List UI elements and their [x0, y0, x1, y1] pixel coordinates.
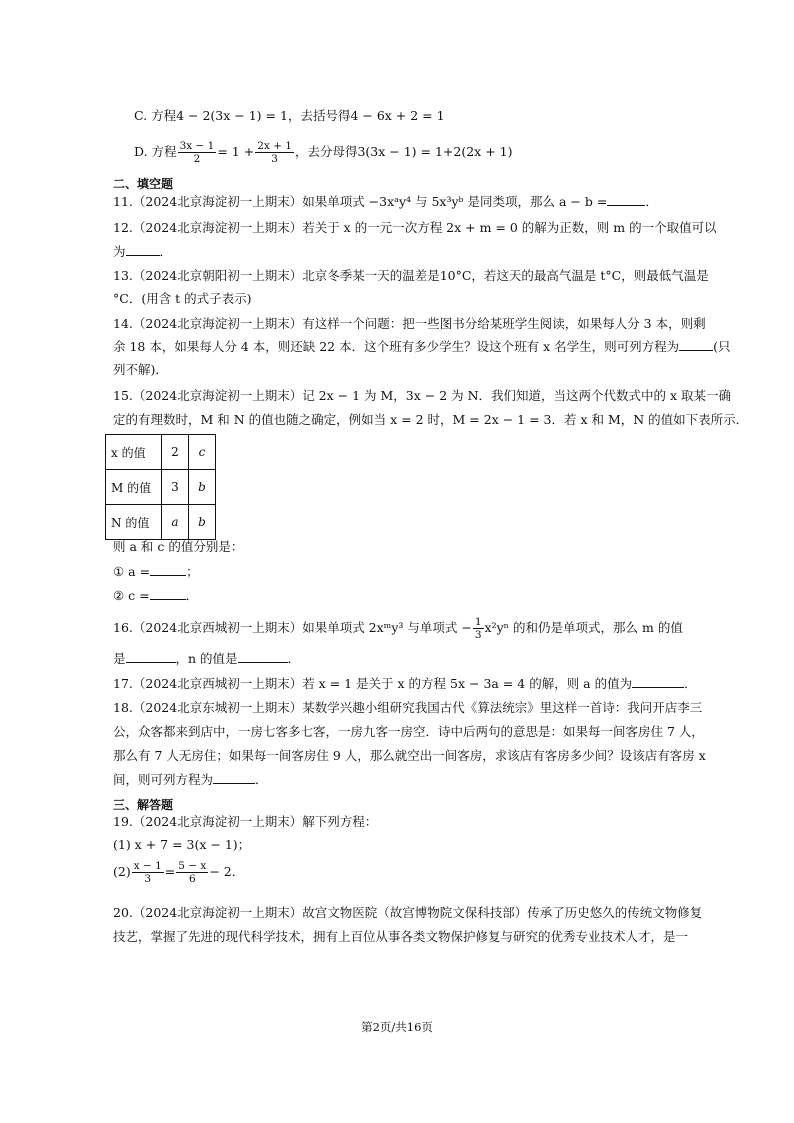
table-cell: M 的值: [106, 470, 162, 505]
answer-blank: [632, 675, 684, 688]
question-14-cont2: 列不解)．: [113, 362, 168, 377]
text: =: [164, 864, 176, 879]
table-cell: c: [189, 435, 216, 470]
page-footer: 第2页/共16页: [361, 1020, 433, 1034]
option-d: [134, 138, 512, 166]
question-16: [113, 614, 683, 642]
question-17: [113, 674, 697, 694]
text: − 2．: [209, 864, 245, 879]
question-text: 间，则可列方程为: [113, 772, 214, 787]
table-row: [106, 505, 216, 540]
fraction: [473, 616, 484, 641]
text: 方程: [151, 108, 177, 123]
denominator: 2: [193, 153, 201, 165]
question-19-part-1: (1) x + 7 = 3(x − 1)；: [113, 837, 251, 852]
numerator: 5 − x: [178, 860, 207, 872]
punct: ．: [185, 588, 199, 603]
answer-blank: [126, 243, 160, 256]
value-table: [105, 434, 216, 540]
question-12-cont: [113, 242, 172, 262]
option-c: [134, 106, 445, 126]
question-text: 是: [113, 651, 126, 666]
text: ，去括号得: [287, 108, 351, 123]
text: (只: [713, 339, 731, 354]
question-15: 15.（2024北京海淀初一上期末）记 2x − 1 为 M，3x − 2 为 N．我们知道，当这两个代数式中的 x 取某一确: [113, 388, 732, 403]
question-text: 17.（2024北京西城初一上期末）若 x = 1 是关于 x 的方程 5x − 3a = 4 的解，则 a 的值为: [113, 676, 633, 691]
question-14: 14.（2024北京海淀初一上期末）有这样一个问题：把一些图书分给某班学生阅读，如果每人分 3 本，则剩: [113, 316, 706, 331]
question-20-cont: 技艺，掌握了先进的现代科学技术，拥有上百位从事各类文物保护修复与研究的优秀专业技术人才，是一: [113, 929, 689, 944]
table-cell: b: [189, 470, 216, 505]
denominator: 3: [271, 153, 278, 165]
table-cell: N 的值: [106, 505, 162, 540]
question-text: ① a =: [113, 564, 151, 579]
table-row: [106, 470, 216, 505]
punct: ．: [287, 651, 301, 666]
question-13-cont: °C．(用含 t 的式子表示): [113, 291, 252, 306]
denominator: 3: [144, 873, 152, 885]
table-cell: a: [162, 505, 189, 540]
question-text: (2): [113, 864, 131, 879]
table-row: [106, 435, 216, 470]
question-text: 余 18 本，如果每人分 4 本，则还缺 22 本．这个班有多少学生？设这个班有 x 名学生，则可列方程为: [113, 339, 680, 354]
punct: ．: [684, 676, 697, 691]
option-label: D.: [134, 144, 148, 159]
option-label: C.: [134, 108, 148, 123]
section-heading-solve: 三、解答题: [113, 798, 174, 812]
question-15-c: [113, 586, 198, 606]
numerator: 3x − 1: [179, 140, 215, 152]
answer-blank: [679, 338, 713, 351]
equation: 3(3x − 1) = 1+2(2x + 1): [357, 144, 513, 159]
answer-blank: [126, 650, 176, 663]
fraction: [255, 140, 294, 165]
equation: 4 − 6x + 2 = 1: [350, 108, 445, 123]
numerator: 2x + 1: [257, 140, 292, 152]
section-heading-fill-blank: 二、填空题: [113, 177, 174, 191]
question-18-cont3: [113, 770, 268, 790]
question-15-a: [113, 562, 199, 582]
denominator: 6: [188, 873, 196, 885]
question-15-cont: 定的有理数时，M 和 N 的值也随之确定，例如当 x = 2 时，M = 2x − 1 = 3．若 x 和 M，N 的值如下表所示．: [113, 412, 749, 427]
fraction: [178, 140, 217, 165]
question-13: 13.（2024北京朝阳初一上期末）北京冬季某一天的温差是10°C，若这天的最高气温是 t°C，则最低气温是: [113, 268, 709, 283]
numerator: 1: [474, 616, 482, 628]
text: ，去分母得: [294, 144, 358, 159]
question-text: x²yⁿ 的和仍是单项式，那么 m 的值: [484, 620, 683, 635]
question-text: 为: [113, 244, 126, 259]
question-text: ② c =: [113, 588, 150, 603]
question-19-part-2: [113, 858, 244, 886]
text: = 1 +: [217, 144, 255, 159]
fraction: [176, 860, 208, 885]
question-text: 16.（2024北京西城初一上期末）如果单项式 2xᵐy³ 与单项式 −: [113, 620, 472, 635]
table-cell: b: [189, 505, 216, 540]
punct: ；: [186, 564, 199, 579]
punct: ．: [645, 194, 658, 209]
numerator: x − 1: [133, 860, 162, 872]
question-18-cont: 公，众客都来到店中，一房七客多七客，一房九客一房空．诗中后两句的意思是：如果每一间客房住 7 人，: [113, 724, 704, 739]
question-15-prompt: 则 a 和 c 的值分别是：: [113, 539, 244, 554]
answer-blank: [150, 563, 186, 576]
table-cell: 2: [162, 435, 189, 470]
question-19: 19.（2024北京海淀初一上期末）解下列方程：: [113, 814, 378, 829]
fraction: [132, 860, 164, 885]
question-18: 18.（2024北京东城初一上期末）某数学兴趣小组研究我国古代《算法统宗》里这样一首诗：我问开店李三: [113, 700, 703, 715]
table-cell: x 的值: [106, 435, 162, 470]
punct: ．: [159, 244, 173, 259]
question-text: ，n 的值是: [175, 651, 238, 666]
question-12: 12.（2024北京海淀初一上期末）若关于 x 的一元一次方程 2x + m = 0 的解为正数，则 m 的一个取值可以: [113, 220, 717, 235]
question-16-cont: [113, 649, 300, 669]
answer-blank: [150, 587, 186, 600]
answer-blank: [213, 771, 255, 784]
question-14-cont: [113, 337, 731, 357]
table-cell: 3: [162, 470, 189, 505]
question-20: 20.（2024北京海淀初一上期末）故宫文物医院（故宫博物院文保科技部）传承了历史悠久的传统文物修复: [113, 905, 703, 920]
question-18-cont2: 那么有 7 人无房住；如果每一间客房住 9 人，那么就空出一间客房，求该店有客房多少间？设该店有客房 x: [113, 748, 706, 763]
punct: ．: [255, 772, 268, 787]
answer-blank: [238, 650, 288, 663]
text: 方程: [151, 144, 177, 159]
question-11: [113, 192, 658, 212]
denominator: 3: [474, 629, 482, 641]
answer-blank: [607, 193, 645, 206]
question-text: 11.（2024北京海淀初一上期末）如果单项式 −3xᵃy⁴ 与 5x³yᵇ 是同类项，那么 a − b =: [113, 194, 608, 209]
equation: 4 − 2(3x − 1) = 1: [176, 108, 288, 123]
